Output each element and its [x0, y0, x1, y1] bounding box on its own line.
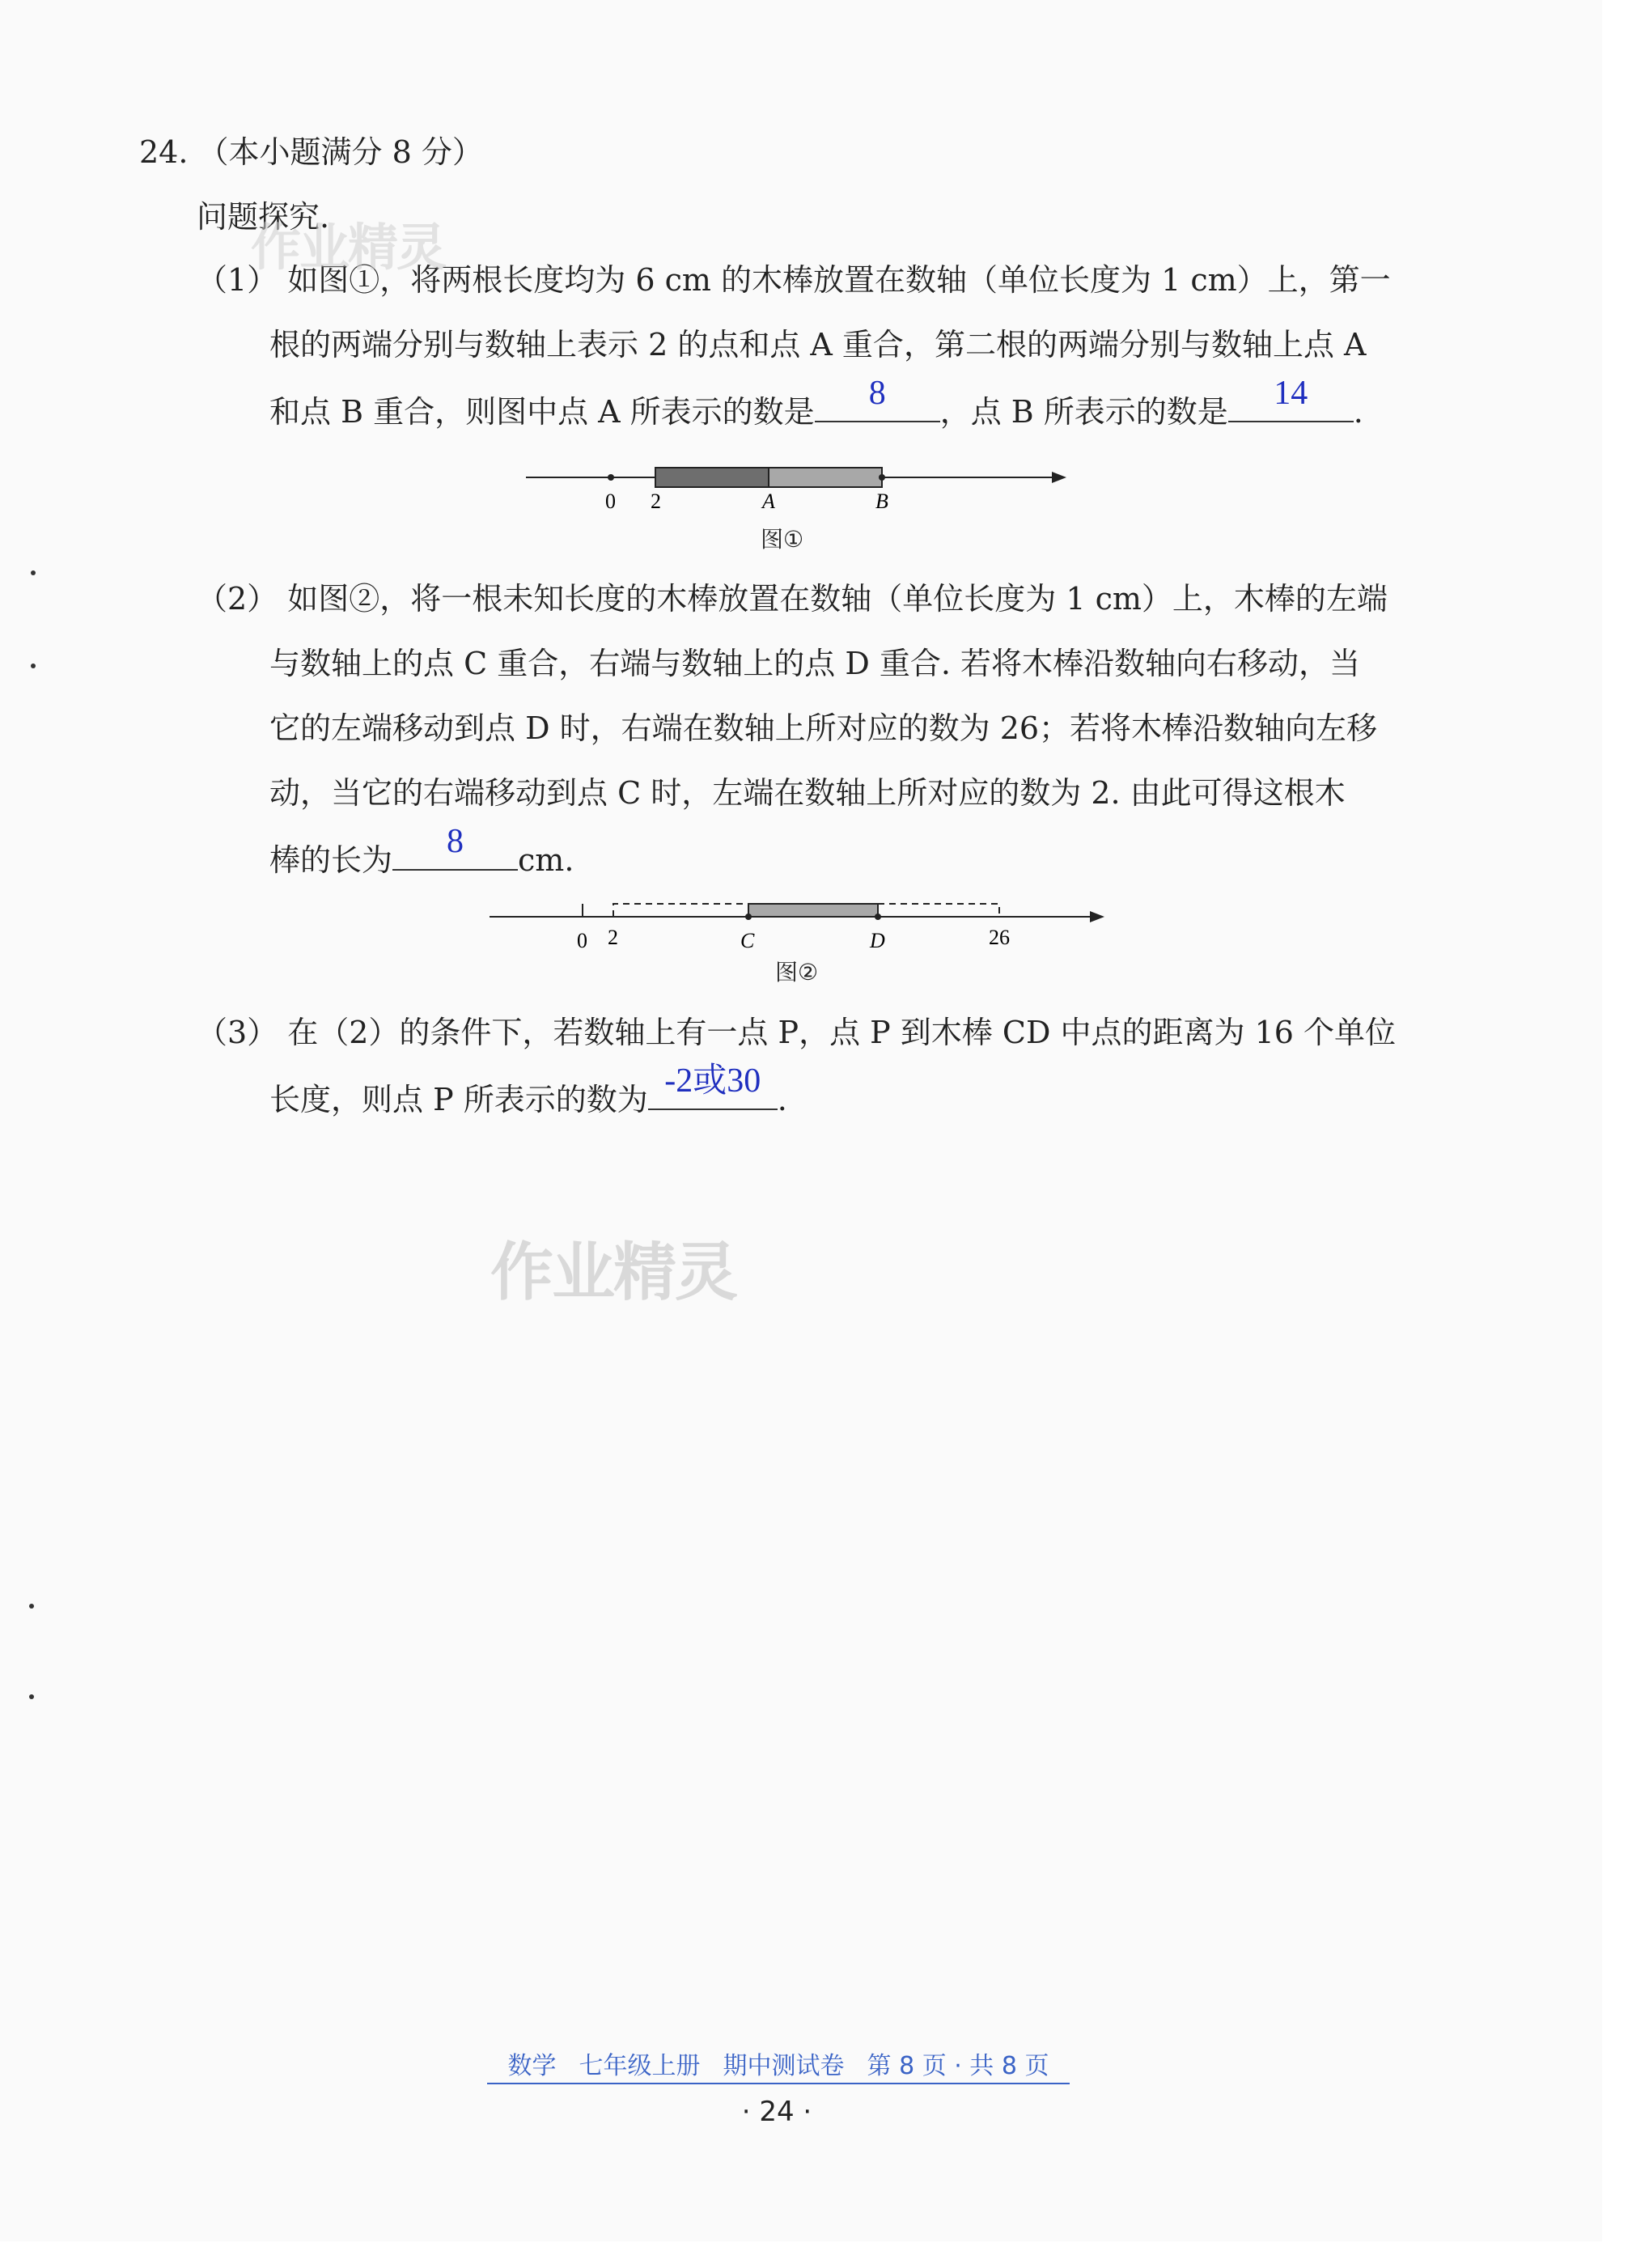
part1-line3-b: ，点 B 所表示的数是 — [939, 394, 1228, 430]
figure2-dashed-right — [878, 904, 999, 917]
figure2-label-c: C — [740, 929, 755, 952]
part2-line5-b: cm. — [518, 842, 574, 878]
answer-blank-a — [815, 375, 940, 422]
figure1-number-line — [518, 443, 1084, 524]
part2-line4: 动，当它的右端移动到点 C 时，左端在数轴上所对应的数为 2. 由此可得这根木 — [269, 775, 1346, 811]
part3-line2-a: 长度，则点 P 所表示的数为 — [269, 1082, 648, 1117]
figure2-caption: 图② — [775, 959, 819, 986]
figure2-label-d: D — [870, 929, 885, 952]
figure1-stick-2 — [769, 468, 882, 487]
figure1-point-b — [879, 474, 885, 481]
answer-p: -2或30 — [664, 1062, 761, 1100]
figure2-arrow — [1090, 911, 1104, 922]
part2-line5 — [269, 823, 574, 881]
figure1-point-0 — [608, 474, 614, 481]
answer-b: 14 — [1274, 375, 1308, 412]
page-footer — [487, 2045, 1070, 2084]
figure2-label-2: 2 — [608, 926, 618, 949]
answer-blank-length — [392, 823, 518, 871]
figure1-label-b: B — [875, 490, 888, 513]
question-header: 24. （本小题满分 8 分） — [139, 134, 483, 170]
margin-dot — [29, 1694, 34, 1699]
figure2-dashed-left — [613, 904, 748, 917]
part3-line2 — [269, 1062, 787, 1121]
answer-length: 8 — [447, 823, 464, 860]
figure2-stick — [748, 904, 878, 917]
footer-exam: 期中测试卷 — [723, 2052, 845, 2080]
margin-dot — [31, 663, 36, 668]
figure1-label-2: 2 — [651, 490, 661, 513]
watermark-top: 作业精灵 — [251, 218, 446, 277]
part2-line5-a: 棒的长为 — [269, 842, 393, 878]
part1-line3 — [269, 375, 1363, 433]
margin-dot — [29, 1604, 34, 1609]
answer-a: 8 — [868, 375, 886, 412]
figure1-stick-1 — [655, 468, 769, 487]
page-number: · 24 · — [741, 2096, 812, 2128]
part3-line2-b: . — [777, 1082, 787, 1117]
part2-line1: （2） 如图②，将一根未知长度的木棒放置在数轴（单位长度为 1 cm）上，木棒的左端 — [197, 581, 1388, 617]
footer-grade: 七年级上册 — [579, 2052, 701, 2080]
part2-line2: 与数轴上的点 C 重合，右端与数轴上的点 D 重合. 若将木棒沿数轴向右移动，当 — [269, 646, 1361, 681]
answer-blank-b — [1228, 375, 1354, 422]
part1-line3-c: . — [1353, 394, 1363, 430]
part1-line3-a: 和点 B 重合，则图中点 A 所表示的数是 — [269, 394, 815, 430]
figure2-point-c — [745, 914, 752, 920]
figure1-caption: 图① — [761, 526, 804, 553]
part1-line1: （1） 如图①，将两根长度均为 6 cm 的木棒放置在数轴（单位长度为 1 cm）上，第一 — [197, 262, 1391, 298]
part2-line3: 它的左端移动到点 D 时，右端在数轴上所对应的数为 26；若将木棒沿数轴向左移 — [269, 710, 1378, 746]
figure1-arrow — [1052, 472, 1066, 483]
part3-line1: （3） 在（2）的条件下，若数轴上有一点 P，点 P 到木棒 CD 中点的距离为 16 个单位 — [197, 1015, 1397, 1050]
margin-dot — [31, 570, 36, 575]
footer-page-info: 第 8 页 · 共 8 页 — [867, 2052, 1049, 2080]
part1-line2: 根的两端分别与数轴上表示 2 的点和点 A 重合，第二根的两端分别与数轴上点 A — [269, 327, 1367, 362]
figure1-label-a: A — [762, 490, 775, 513]
figure1-label-0: 0 — [605, 490, 616, 513]
figure2-point-d — [875, 914, 881, 920]
watermark-middle: 作业精灵 — [490, 1236, 737, 1309]
figure2-label-26: 26 — [989, 926, 1010, 949]
question-intro: 问题探究. — [197, 199, 330, 235]
answer-blank-p — [648, 1062, 778, 1110]
figure2-label-0: 0 — [577, 929, 587, 952]
footer-subject: 数学 — [507, 2052, 557, 2080]
